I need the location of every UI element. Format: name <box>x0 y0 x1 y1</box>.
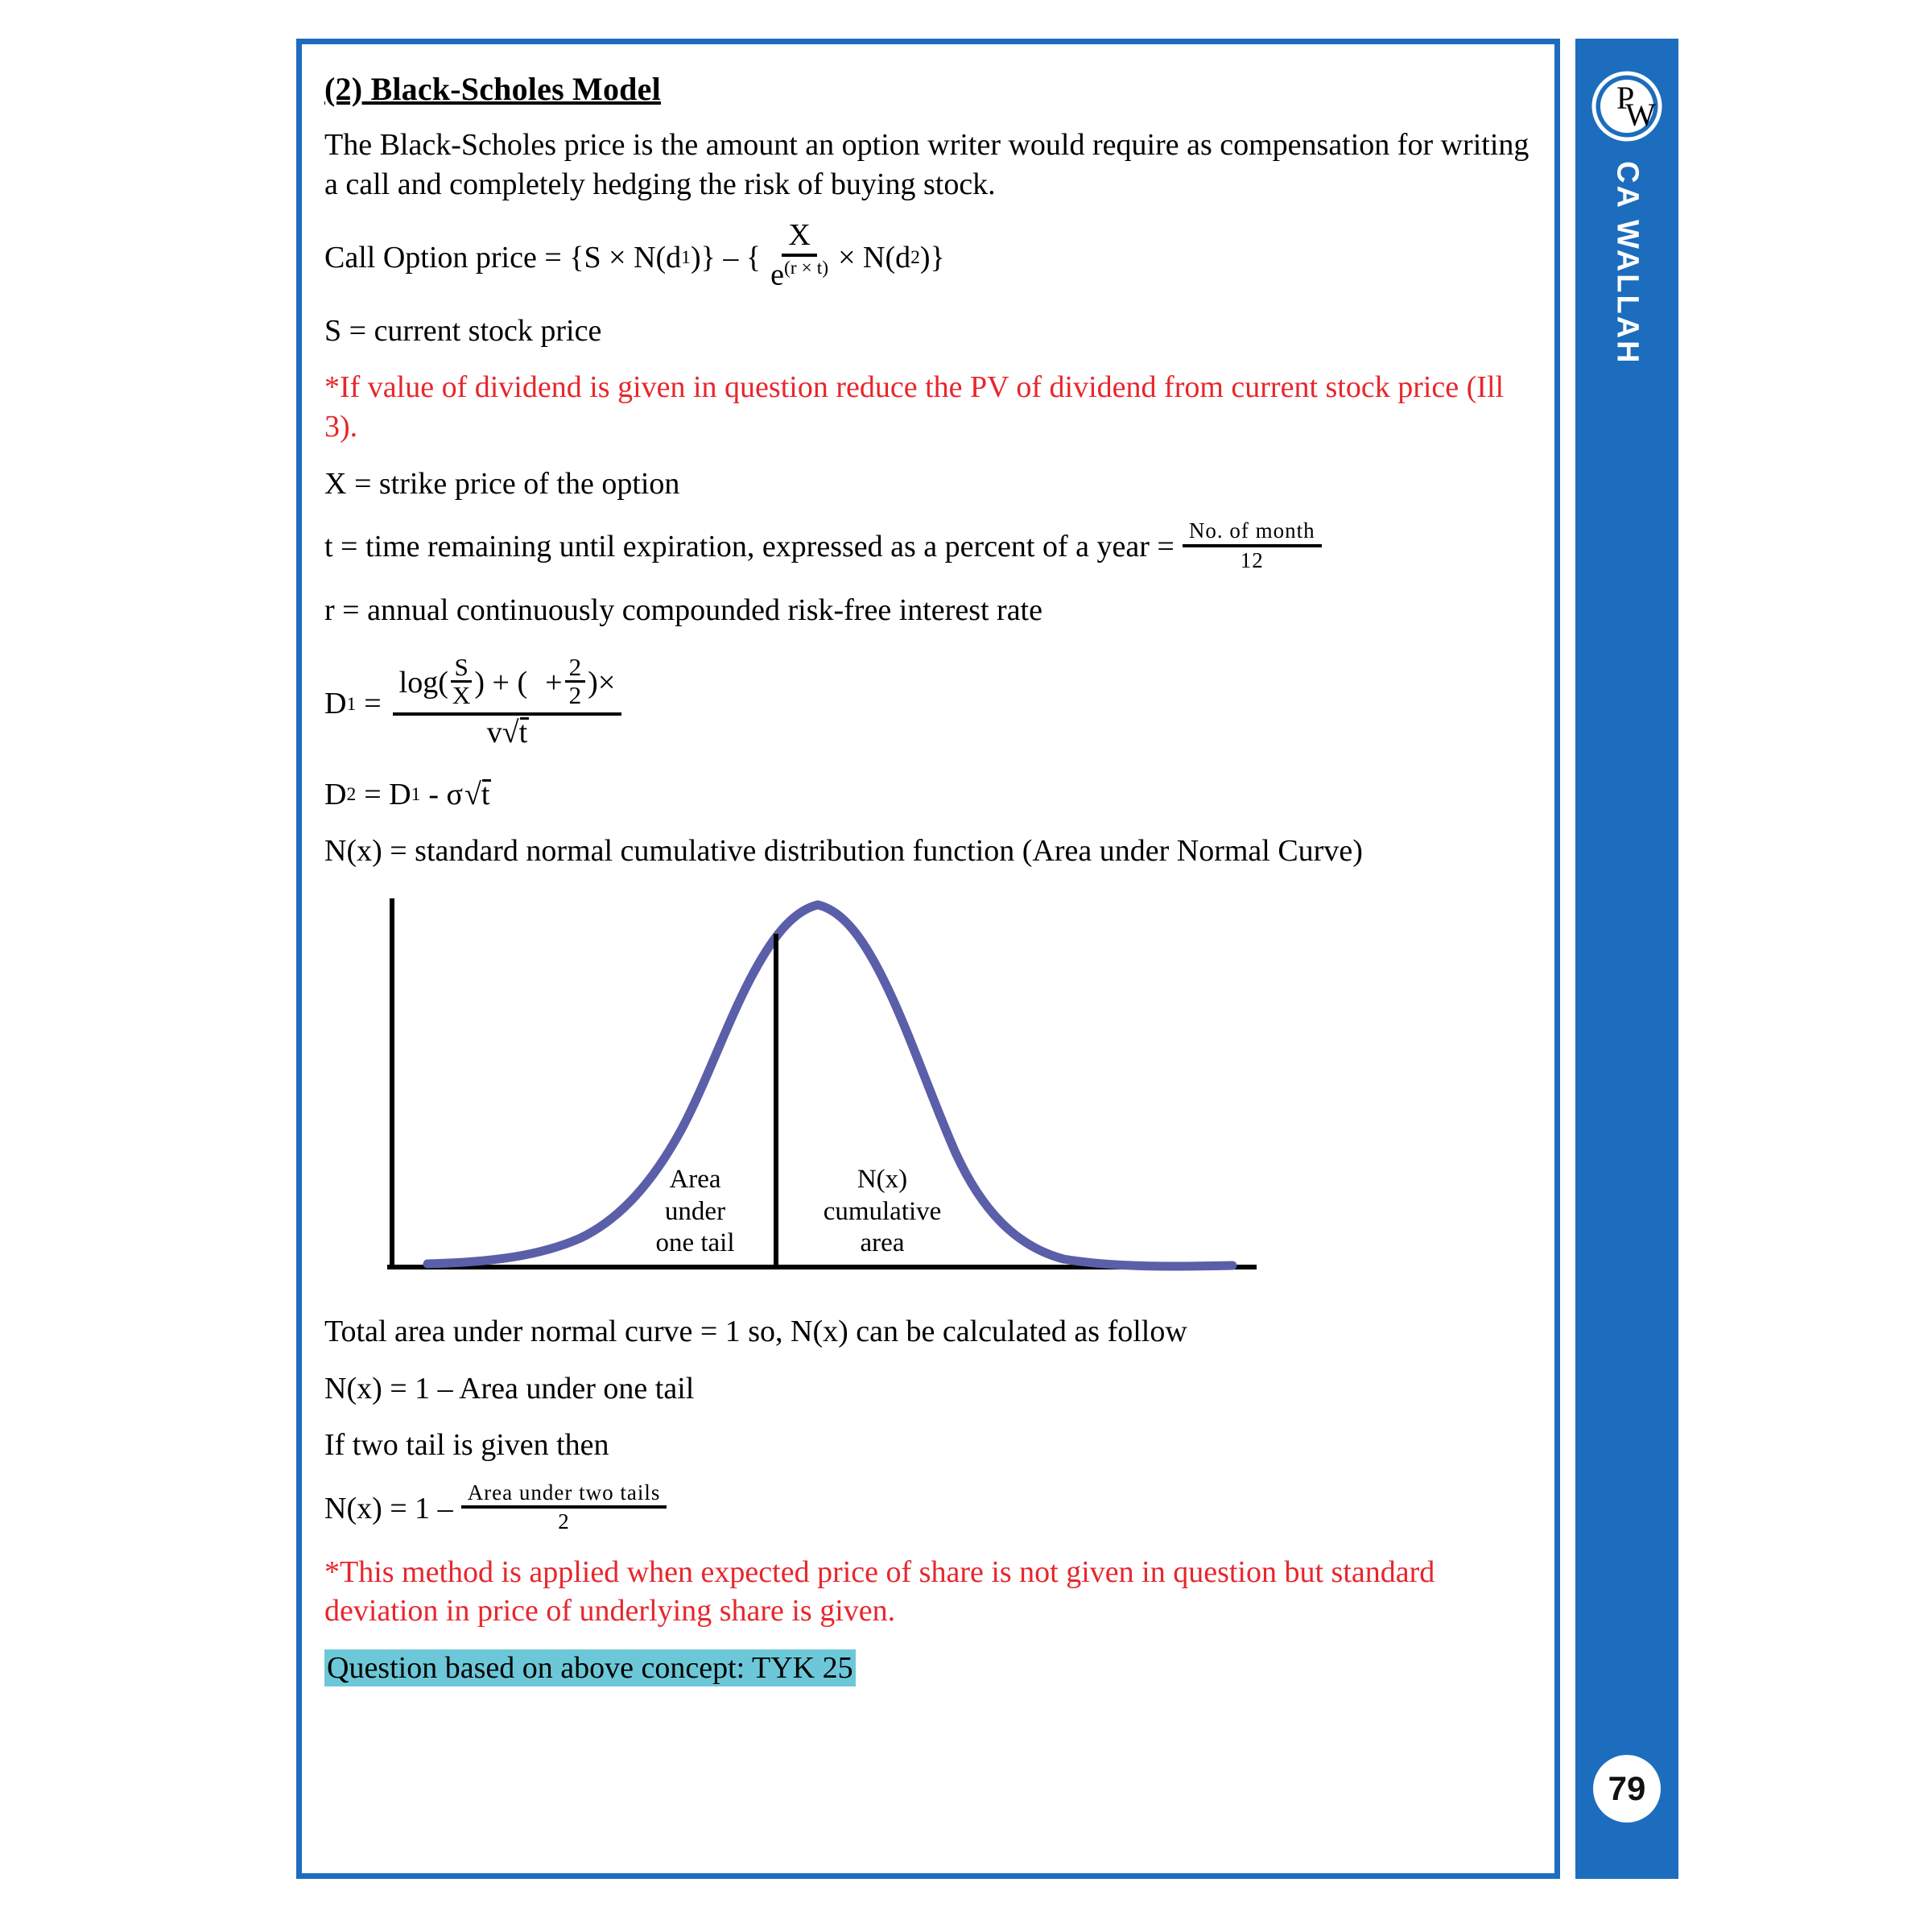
two-tails-denominator: 2 <box>558 1509 570 1534</box>
two-tails-numerator: Area under two tails <box>461 1481 667 1509</box>
d1-s-over-x <box>449 654 474 709</box>
call-option-tail-end: )} <box>919 240 945 275</box>
d2-label: D <box>324 777 347 811</box>
total-area-text: Total area under normal curve = 1 so, N(x) can be calculated as follow <box>324 1315 1187 1349</box>
two-tails-fraction <box>461 1481 667 1534</box>
radical-sign: √ t <box>502 715 528 749</box>
fraction-denominator <box>764 257 835 292</box>
dividend-note: *If value of dividend is given in question reduce the PV of dividend from current stock price (Ill 3). <box>324 370 1505 444</box>
d1-denominator <box>481 716 534 749</box>
logo-letter-w: W <box>1625 97 1656 133</box>
left-tail-line-3: one tail <box>655 1228 735 1258</box>
d1-s: S <box>451 654 471 683</box>
definition-t-text: t = time remaining until expiration, expressed as a percent of a year = <box>324 530 1174 564</box>
definition-nx: N(x) = standard normal cumulative distribution function (Area under Normal Curve) <box>324 834 1363 869</box>
normal-curve-figure <box>379 892 1265 1294</box>
nx-two-tail-formula <box>324 1480 1538 1535</box>
d1-den-sqrt <box>487 716 527 749</box>
nx-one-tail-formula: N(x) = 1 – Area under one tail <box>324 1371 695 1406</box>
months-fraction <box>1183 519 1322 572</box>
page-number-badge: 79 <box>1593 1755 1661 1823</box>
fraction-numerator: X <box>782 220 816 257</box>
if-two-tail-text: If two tail is given then <box>324 1428 609 1463</box>
page-title: (2) Black-Scholes Model <box>324 71 661 107</box>
radical-sign: √ t <box>464 777 490 811</box>
definition-s: S = current stock price <box>324 313 602 348</box>
definition-x: X = strike price of the option <box>324 466 680 501</box>
left-tail-line-2: under <box>664 1196 726 1226</box>
cumulative-line-3: area <box>860 1228 905 1258</box>
brand-name: CA WALLAH <box>1610 161 1645 365</box>
definition-r: r = annual continuously compounded risk-free interest rate <box>324 592 1042 627</box>
d1-close-times: )× <box>588 665 616 700</box>
d1-numerator <box>393 652 622 716</box>
d1-equals: = <box>364 687 382 721</box>
pw-logo-icon <box>1590 69 1664 143</box>
d2-label-sub: 2 <box>346 784 357 806</box>
d2-rest: - σ <box>428 777 464 811</box>
content-frame <box>296 39 1560 1879</box>
call-option-tail-sub: 2 <box>910 246 920 268</box>
d1-formula <box>324 652 1538 751</box>
d2-sqrt-t: t <box>481 777 490 811</box>
call-option-formula <box>324 218 1538 293</box>
d2-equals: = D <box>364 777 411 811</box>
d1-plus: + <box>545 665 563 700</box>
left-tail-label <box>621 1164 770 1260</box>
call-option-fraction <box>764 220 835 291</box>
d1-den-v: v <box>486 715 502 749</box>
call-option-lead: Call Option price = {S × N(d <box>324 240 682 275</box>
d1-two: 2 <box>568 681 582 710</box>
d1-den-t: t <box>518 715 528 749</box>
d1-fraction <box>393 652 622 749</box>
d1-sigma-squared: 2 <box>565 654 586 683</box>
d2-formula <box>324 775 1538 815</box>
call-option-lead-sub: 1 <box>681 246 691 268</box>
definition-t <box>324 518 1538 573</box>
question-reference: Question based on above concept: TYK 25 <box>324 1649 856 1686</box>
d2-sqrt <box>464 775 489 815</box>
months-denominator: 12 <box>1240 547 1264 572</box>
months-numerator: No. of month <box>1183 519 1322 547</box>
pw-logo-svg <box>1590 69 1664 143</box>
cumulative-line-2: cumulative <box>823 1196 942 1226</box>
nx-two-tail-lead: N(x) = 1 – <box>324 1491 453 1525</box>
cumulative-line-1: N(x) <box>857 1165 908 1195</box>
d2-equals-sub: 1 <box>411 784 421 806</box>
d1-sigma-sq-over-2 <box>565 654 586 709</box>
call-option-after-lead: )} – { <box>690 240 762 275</box>
body-column <box>324 56 1538 1695</box>
d1-label: D <box>324 687 347 721</box>
logo-letter-p: P <box>1616 80 1635 116</box>
method-note: *This method is applied when expected price of share is not given in question but standard deviation in price of underlying share is given. <box>324 1554 1435 1629</box>
d1-close-paren-open-paren: ) + ( <box>474 665 528 700</box>
d1-x: X <box>452 681 471 710</box>
d1-log-open: log( <box>398 665 448 700</box>
d1-label-sub: 1 <box>346 693 357 715</box>
denominator-base: e <box>770 258 784 292</box>
question-reference-line <box>324 1649 1538 1688</box>
denominator-exponent: (r × t) <box>783 258 829 279</box>
intro-paragraph: The Black-Scholes price is the amount an option writer would require as compensation for writing a call and completely hedging the risk of buying stock. <box>324 128 1530 201</box>
brand-sidebar <box>1575 39 1678 1879</box>
call-option-tail: × N(d <box>838 240 911 275</box>
cumulative-area-label <box>790 1164 975 1260</box>
left-tail-line-1: Area <box>669 1165 721 1195</box>
